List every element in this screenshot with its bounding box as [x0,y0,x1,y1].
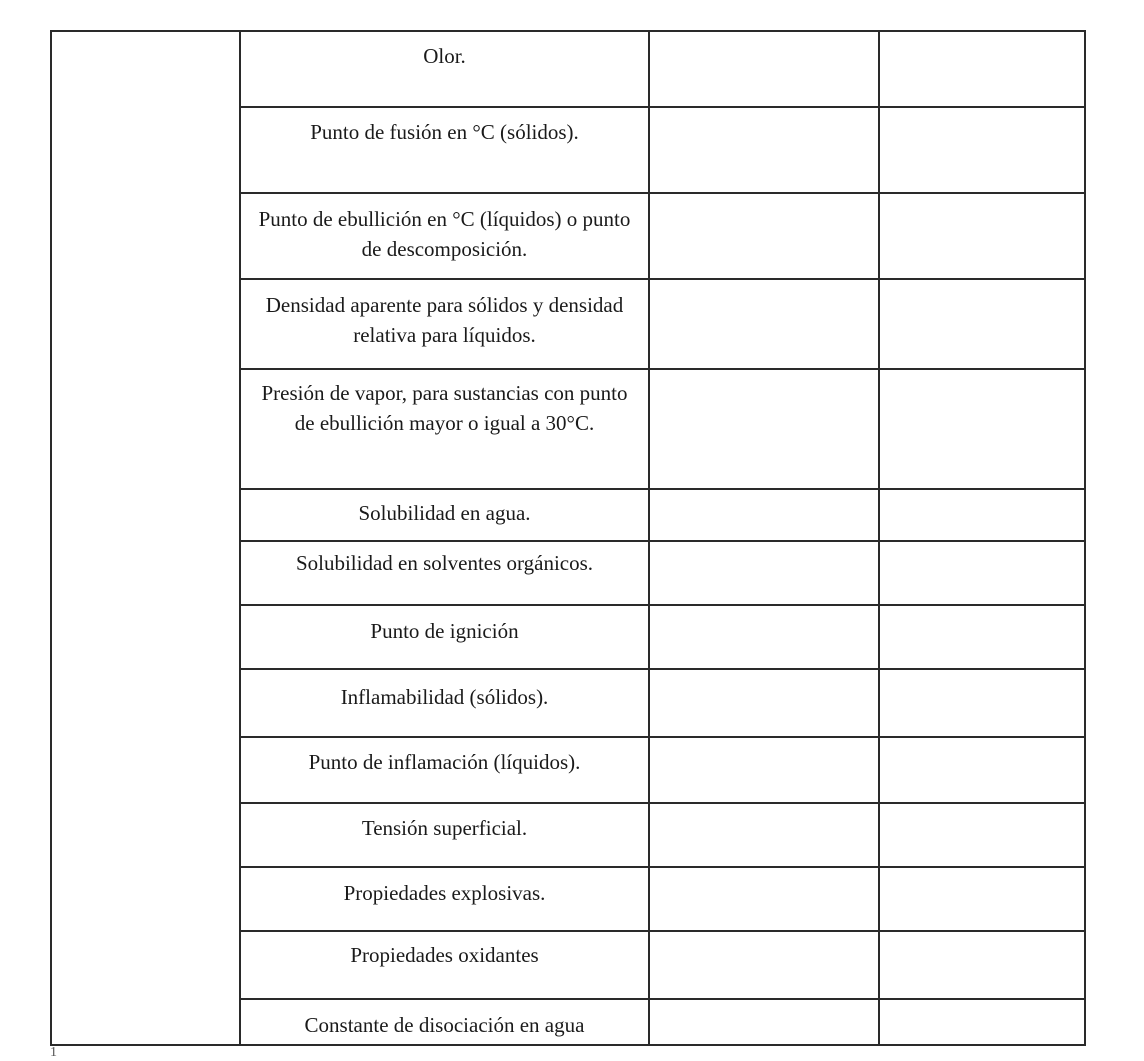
value-cell [880,932,1084,998]
value-cell [880,32,1084,106]
value-cell [650,670,880,736]
value-cell [650,1000,880,1044]
property-label: Propiedades explosivas. [241,868,650,930]
table-row [241,606,1084,670]
value-cell [880,542,1084,604]
property-label: Propiedades oxidantes [241,932,650,998]
value-cell [650,932,880,998]
property-label: Punto de ebullición en °C (líquidos) o punto de descomposición. [241,194,650,278]
value-cell [650,490,880,540]
value-cell [880,738,1084,802]
table-row [241,542,1084,606]
table-row [241,32,1084,108]
value-cell [650,370,880,488]
table-row [241,370,1084,490]
value-cell [650,280,880,368]
table-row [241,490,1084,542]
value-cell [650,542,880,604]
value-cell [880,194,1084,278]
footnote-marker: 1 [50,1045,57,1060]
value-cell [650,32,880,106]
table-row [241,804,1084,868]
property-label: Inflamabilidad (sólidos). [241,670,650,736]
value-cell [650,868,880,930]
property-label: Presión de vapor, para sustancias con punto de ebullición mayor o igual a 30°C. [241,370,650,488]
value-cell [650,804,880,866]
value-cell [880,868,1084,930]
value-cell [880,280,1084,368]
merged-category-cell [52,32,241,1044]
table-row [241,108,1084,194]
value-cell [650,738,880,802]
property-label: Solubilidad en agua. [241,490,650,540]
table-row [241,932,1084,1000]
property-label: Punto de fusión en °C (sólidos). [241,108,650,192]
value-cell [880,606,1084,668]
value-cell [650,606,880,668]
value-cell [880,804,1084,866]
property-label: Tensión superficial. [241,804,650,866]
table-row [241,194,1084,280]
property-label: Punto de ignición [241,606,650,668]
value-cell [880,1000,1084,1044]
property-label: Solubilidad en solventes orgánicos. [241,542,650,604]
value-cell [880,370,1084,488]
table-row [241,670,1084,738]
table-row [241,738,1084,804]
property-label: Constante de disociación en agua [241,1000,650,1044]
table-row [241,1000,1084,1044]
property-label: Punto de inflamación (líquidos). [241,738,650,802]
table-row [241,868,1084,932]
value-cell [880,670,1084,736]
property-label: Olor. [241,32,650,106]
value-cell [880,490,1084,540]
value-cell [650,108,880,192]
table-row [241,280,1084,370]
property-label: Densidad aparente para sólidos y densidad relativa para líquidos. [241,280,650,368]
value-cell [880,108,1084,192]
value-cell [650,194,880,278]
properties-table [50,30,1086,1046]
